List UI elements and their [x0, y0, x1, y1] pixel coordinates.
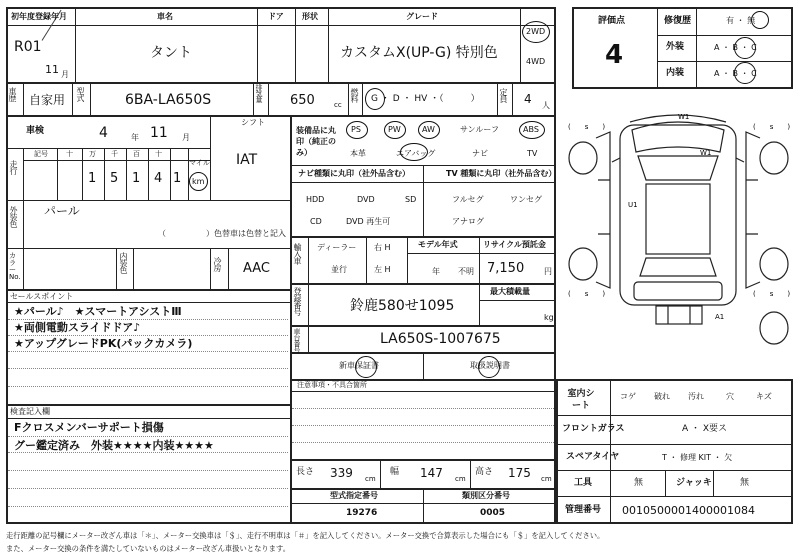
mileage-label: 走行	[9, 160, 18, 174]
equip-sunroof: サンルーフ	[460, 125, 499, 134]
navi-dvd: DVD	[357, 195, 375, 204]
inspector-line-1: Fクロスメンバーサポート損傷	[14, 421, 164, 434]
import-label: 輸入車	[293, 243, 302, 264]
footer-line-1: 走行距離の記号欄にメーター改ざん車は「＊」、メーター交換車は「＄」、走行不明車は「＃」を記入してください。メーター交換で合算表示した場合にも「＄」を記入してください。	[6, 531, 605, 540]
mileage-digit-2: 1	[132, 171, 141, 186]
recycle-yen: 円	[544, 267, 552, 276]
diagram-label-u1: U1	[628, 201, 638, 209]
use-value: 自家用	[29, 93, 66, 107]
door-label: ドア	[268, 12, 284, 21]
recycle-value: 7,150	[487, 261, 525, 276]
max-load-label: 最大積載量	[490, 287, 530, 296]
front-glass-label: フロントガラス	[562, 424, 625, 434]
shift-value: IAT	[236, 152, 258, 168]
first-reg-era: R01	[14, 39, 42, 55]
digit-header-2: 万	[89, 150, 96, 158]
seat-item-tear: 破れ	[654, 392, 670, 401]
seat-item-hole: 穴	[726, 392, 734, 401]
height-value: 175	[508, 466, 531, 480]
wheel-front-left	[569, 142, 597, 174]
wheel-rear-left	[569, 248, 597, 280]
sales-point-label: セールスポイント	[10, 292, 74, 301]
spare-tire-value: T ・ 修理 KIT ・ 欠	[662, 453, 733, 462]
digit-header-4: 百	[133, 150, 140, 158]
height-unit: cm	[541, 475, 552, 483]
capacity-unit: 人	[542, 101, 550, 110]
rear-window	[640, 258, 716, 276]
equip-airbag: エアバッグ	[396, 149, 436, 158]
manual-label: 取扱説明書	[470, 361, 510, 370]
spare-tire-label: スペアタイヤ	[566, 452, 620, 462]
class-code-value: 0005	[480, 508, 506, 518]
sales-point-line-2: ★両側電動スライドドア♪	[14, 321, 141, 334]
shift-label: シフト	[241, 118, 265, 127]
diagram-label-a1: A1	[715, 313, 725, 321]
rear-bumper	[634, 282, 722, 300]
digit-header-5: 十	[155, 150, 162, 158]
seat-item-burn: コゲ	[620, 392, 636, 401]
max-load-kg: kg	[544, 313, 554, 322]
interior-options: A ・ B ・ C	[714, 69, 757, 78]
inspection-month: 11	[150, 125, 168, 141]
tv-fullseg: フルセグ	[452, 195, 484, 204]
navi-type-label: ナビ種類に丸印（社外品含む）	[298, 169, 410, 178]
navi-dvd-play: DVD 再生可	[346, 217, 391, 226]
paren-fr: ( s )	[753, 123, 791, 131]
left-door-line	[598, 180, 610, 234]
inspector-label: 検査記入欄	[10, 407, 50, 416]
width-value: 147	[420, 466, 443, 480]
model-year-unknown: 不明	[458, 267, 474, 276]
displacement-value: 650	[290, 93, 315, 108]
tv-oneseg: ワンセグ	[510, 195, 542, 204]
grade-label: グレード	[406, 12, 438, 21]
navi-hdd: HDD	[306, 195, 325, 204]
equip-navi: ナビ	[472, 149, 488, 158]
sales-point-line-3: ★アップグレードPK(パックカメラ)	[14, 337, 193, 350]
interior-label: 内装	[666, 68, 685, 78]
model-value: 6BA-LA650S	[125, 92, 212, 108]
seat-item-stain: 汚れ	[688, 392, 704, 401]
digit-header-0: 記号	[34, 150, 48, 158]
wheel-front-right	[760, 142, 788, 174]
diagram-label-w1-top: W1	[678, 113, 690, 121]
digit-header-6: マイル	[189, 159, 210, 167]
height-label: 高さ	[475, 467, 494, 477]
import-right: 右 H	[374, 243, 391, 252]
first-reg-label: 初年度登録年月	[11, 12, 67, 21]
paren-rl: ( s )	[568, 290, 606, 298]
front-glass-value: A ・ X要ス	[682, 424, 728, 434]
jack-value: 無	[740, 478, 750, 488]
color-note: （ ）色替車は色替と記入	[158, 229, 286, 238]
seat-label: 室内シート	[567, 389, 595, 411]
registration-label: 登録番号	[293, 287, 302, 315]
sales-point-line-1: ★パール♪ ★スマートアシストⅢ	[14, 305, 182, 318]
displacement-label: 排気量	[255, 84, 263, 102]
model-label: 型式	[76, 87, 85, 101]
recycle-label: リサイクル預託金	[483, 240, 546, 249]
history-label: 修復歴	[664, 16, 692, 26]
inspection-year-unit: 年	[131, 133, 139, 142]
chassis-value: LA650S-1007675	[380, 331, 501, 347]
class-code-label: 類別区分番号	[462, 491, 510, 500]
score-label: 評価点	[598, 16, 626, 26]
km-unit: km	[192, 177, 205, 186]
car-name: タント	[150, 45, 192, 61]
history-options: 有 ・ 無	[726, 16, 756, 25]
wheel-rear-right	[760, 248, 788, 280]
fuel-options: G ・ D ・ HV ・（ ）	[371, 94, 480, 104]
spare-wheel	[760, 312, 788, 344]
mileage-digit-0: 1	[88, 171, 97, 186]
width-label: 幅	[390, 467, 400, 477]
management-label: 管理番号	[565, 505, 602, 515]
inspection-label: 車検	[26, 126, 45, 136]
jack-label: ジャッキ	[676, 478, 712, 488]
registration-value: 鈴鹿580せ1095	[350, 298, 455, 314]
paren-fl: ( s )	[568, 123, 606, 131]
length-unit: cm	[365, 475, 376, 483]
notes-label: 注意事項・不具合箇所	[297, 381, 367, 389]
right-door-line	[746, 180, 758, 234]
capacity-label: 定員	[499, 88, 508, 102]
car-name-label: 車名	[157, 12, 173, 21]
import-left: 左 H	[374, 265, 391, 274]
mileage-digit-1: 5	[110, 171, 119, 186]
exterior-label: 外装	[666, 42, 685, 52]
type-code-label: 型式指定番号	[330, 491, 378, 500]
width-unit: cm	[455, 475, 466, 483]
digit-header-1: 十	[66, 150, 73, 158]
hood	[632, 122, 724, 152]
tools-label: 工具	[574, 478, 593, 488]
ac-value: AAC	[243, 261, 270, 276]
length-label: 長さ	[296, 467, 315, 477]
ac-label: 冷房	[213, 257, 222, 271]
rear-panel	[656, 306, 702, 324]
digit-header-3: 千	[111, 150, 118, 158]
tv-type-label: TV 種類に丸印（社外品含む）	[446, 169, 557, 178]
model-year-unit: 年	[432, 267, 440, 276]
tools-value: 無	[634, 478, 644, 488]
drive-2wd: 2WD	[526, 27, 546, 36]
color-no-label: カラー No.	[9, 252, 21, 281]
equip-abs: ABS	[523, 125, 539, 134]
equipment-label: 装備品に丸印（純正のみ）	[296, 126, 336, 157]
score-value: 4	[605, 40, 624, 70]
model-year-label: モデル年式	[418, 240, 458, 249]
length-value: 339	[330, 466, 353, 480]
equip-pw: PW	[388, 125, 401, 134]
grade: カスタムX(UP-G) 特別色	[340, 45, 498, 61]
diagram-label-w1: W1	[700, 149, 712, 157]
navi-sd: SD	[405, 195, 417, 204]
mirror-left	[612, 158, 620, 162]
type-code-value: 19276	[346, 508, 378, 518]
footer-line-2: また、メーター交換の条件を満たしていないものはメーター改ざん車扱いとなります。	[6, 544, 290, 553]
chassis-label: 車台番号	[293, 328, 301, 352]
management-value: 0010500001400001084	[622, 504, 755, 517]
tv-analog: アナログ	[452, 217, 484, 226]
color-label: 外装色	[9, 206, 18, 227]
color-value: パール	[44, 204, 80, 218]
seat-item-scratch: キズ	[756, 392, 772, 401]
exterior-options: A ・ B ・ C	[714, 43, 757, 52]
shape-label: 形状	[302, 12, 318, 21]
warranty-label: 新車保証書	[339, 361, 379, 370]
mirror-right	[736, 158, 744, 162]
navi-cd: CD	[310, 217, 322, 226]
equip-aw: AW	[422, 125, 435, 134]
car-damage-diagram	[560, 100, 800, 375]
windshield	[638, 156, 718, 180]
paren-rr: ( s )	[753, 290, 791, 298]
equip-tv: TV	[527, 149, 538, 158]
capacity-value: 4	[524, 92, 532, 106]
cc-unit: cc	[334, 101, 342, 109]
roof	[646, 184, 710, 254]
interior-color-label: 内装色	[119, 252, 128, 273]
first-reg-month: 11	[45, 63, 59, 76]
right-side-body	[746, 132, 760, 288]
mileage-digit-3: 4	[154, 171, 163, 186]
drive-4wd: 4WD	[526, 57, 546, 66]
rear-panel-lines	[668, 306, 690, 324]
left-side-body	[596, 132, 610, 288]
equip-leather: 本革	[350, 149, 366, 158]
fuel-label: 燃料	[350, 88, 359, 102]
import-dealer: ディーラー	[317, 243, 357, 252]
inspector-line-2: グー鑑定済み 外装★★★★内装★★★★	[14, 439, 214, 452]
equip-ps: PS	[351, 125, 361, 134]
inspection-month-unit: 月	[182, 133, 190, 142]
inspection-year: 4	[99, 125, 108, 141]
mileage-digit-4: 1	[173, 171, 182, 186]
import-parallel: 並行	[331, 265, 347, 274]
month-unit: 月	[61, 70, 69, 79]
use-label: 車歴	[8, 87, 17, 101]
